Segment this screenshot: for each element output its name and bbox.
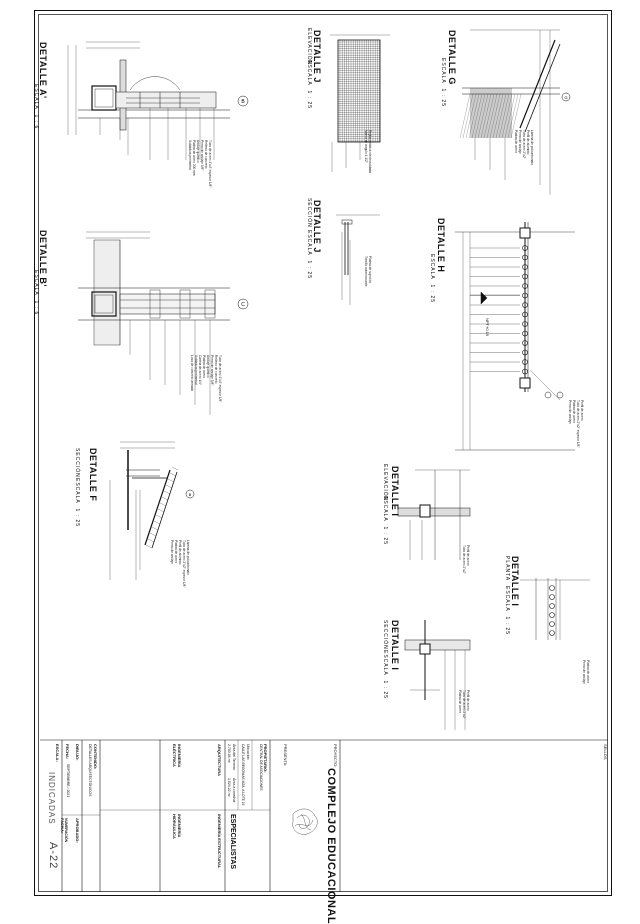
contenido-label: CONTENIDO: bbox=[93, 744, 98, 770]
note-g-0: Lámina de policarbonato bbox=[530, 130, 534, 165]
note-i-1: Tubo de acero 2"x2" bbox=[462, 545, 466, 574]
detail-f-marker-label: B bbox=[188, 492, 192, 497]
detail-j-notes bbox=[364, 130, 372, 173]
fecha-value: SEPTIEMBRE / 2021 bbox=[66, 764, 70, 798]
detail-i-section-scale: ESCALA 1 : 25 bbox=[382, 650, 388, 700]
detail-j-section-title: DETALLE J bbox=[312, 200, 322, 253]
note-a-2: Perno de anclaje 5/8" bbox=[200, 140, 204, 171]
note-j-0: Rejilla metálica electrosoldada bbox=[368, 130, 372, 174]
note-b-6: Soldadura perimetral bbox=[194, 355, 198, 385]
note-g-1: Perfil de aluminio bbox=[526, 130, 530, 155]
detail-b-notes bbox=[190, 355, 222, 402]
presenta-label: PRESENTA: bbox=[283, 744, 288, 767]
detail-j-section-view: SECCIÓN bbox=[306, 198, 312, 228]
detail-i-plan-notes bbox=[582, 660, 590, 684]
note-i-1: Tubo de acero 2"x2" bbox=[462, 690, 466, 719]
note-f-2: Perfil de aluminio bbox=[178, 540, 182, 565]
note-a-1: Relleno de concreto bbox=[204, 140, 208, 169]
level-label: NPT+0.15 bbox=[485, 318, 490, 337]
note-a-4: Platina de acero 300 mm bbox=[192, 140, 196, 176]
estructuras-label: INGENIERÍA ESTRUCTURAL bbox=[217, 814, 222, 869]
detail-b-marker-label: C bbox=[241, 302, 245, 308]
area-construida-value: 1,024.22 m² bbox=[227, 778, 231, 797]
note-f-0: Lámina de policarbonato bbox=[186, 540, 190, 575]
note-b-4: Platina de acero bbox=[202, 355, 206, 379]
title-block-grid bbox=[40, 740, 608, 892]
detail-i-section-notes bbox=[458, 690, 470, 719]
detail-i-plan-scale: ESCALA 1 : 25 bbox=[504, 586, 510, 636]
note-b-5: Cartela de acero 1/4" bbox=[198, 355, 202, 386]
detail-j-elevation-title: DETALLE J bbox=[312, 30, 322, 83]
note-g-2: Tubo de acero 2"x2" bbox=[522, 130, 526, 159]
electrica-label: INGENIERÍA ELÉCTRICA bbox=[172, 744, 182, 768]
detail-i-section-title: DETALLE I bbox=[390, 620, 400, 671]
note-i-1: Perno de anclaje bbox=[582, 660, 586, 684]
note-f-3: Platina de acero bbox=[174, 540, 178, 564]
sellos-label: SELLOS bbox=[603, 744, 608, 760]
note-i-0: Perfil de acero bbox=[466, 545, 470, 566]
ubicacion-value: CALLE LAS BEGONIAS MZA. A LOTE 15 bbox=[241, 744, 245, 806]
note-b-7: Losa de concreto armado bbox=[190, 355, 194, 392]
sheet-number: A-22 bbox=[47, 842, 59, 870]
note-b-2: Perno de anclaje 5/8" bbox=[210, 355, 214, 386]
area-construida-label: Área a construir bbox=[232, 778, 236, 803]
detail-j-section-drawing bbox=[336, 215, 380, 305]
detail-f-view: SECCIÓN bbox=[74, 448, 80, 478]
note-f-1: Tubo de acero 2"x2" espesor 1/8" bbox=[182, 540, 186, 588]
detail-g-marker-label: G bbox=[564, 95, 568, 100]
detail-a-scale: ESCALA 1 : 6 bbox=[33, 84, 39, 130]
detail-f-scale: ESCALA 1 : 25 bbox=[74, 478, 80, 528]
detail-j-elevation-drawing bbox=[330, 35, 390, 172]
note-j-1: Tornillo autorroscante bbox=[364, 256, 368, 287]
detail-i-plan-drawing bbox=[520, 578, 590, 640]
detail-g-title: DETALLE G bbox=[447, 30, 457, 85]
escala-value: INDICADAS bbox=[47, 772, 56, 825]
aprobado-label: APROBADO: bbox=[75, 818, 80, 843]
note-b-3: Anclaje químico bbox=[206, 355, 210, 378]
detail-b-title: DETALLE B' bbox=[38, 230, 48, 287]
detail-b-scale: ESCALA 1 : 6 bbox=[33, 270, 39, 316]
fecha-label: FECHA: bbox=[65, 744, 70, 760]
detail-i-elevation-scale: ESCALA 1 : 25 bbox=[382, 496, 388, 546]
propietario-value: CENTRAL DE ASOCIACIONES bbox=[259, 744, 263, 791]
note-b-0: Tubo de acero 4"x4" espesor 1/8" bbox=[218, 355, 222, 403]
detail-j-section-notes bbox=[364, 256, 372, 286]
detail-a-title: DETALLE A' bbox=[38, 42, 48, 99]
detail-i-notes bbox=[462, 545, 470, 574]
note-i-0: Perfil de acero bbox=[466, 690, 470, 711]
detail-i-elevation-drawing bbox=[398, 470, 470, 560]
area-terreno-value: 2,703.04 m² bbox=[227, 744, 231, 763]
area-terreno-label: Área del Terreno bbox=[232, 744, 236, 770]
detail-h-drawing bbox=[455, 222, 575, 450]
detail-h-title: DETALLE H bbox=[436, 218, 446, 273]
detail-j-section-scale: ESCALA 1 : 25 bbox=[306, 230, 312, 280]
note-b-1: Relleno de concreto bbox=[214, 355, 218, 384]
firm-logo-icon bbox=[293, 809, 318, 834]
dibujo-label: DIBUJO: bbox=[75, 744, 80, 761]
note-h-2: Platina de acero bbox=[572, 400, 576, 424]
detail-a-marker-label: B bbox=[241, 99, 245, 105]
contenido-value: DETALLES ARQUITECTÓNICOS bbox=[88, 744, 92, 797]
note-a-3: Anclaje químico bbox=[196, 140, 200, 163]
project-name: COMPLEJO EDUCACIONAL bbox=[325, 768, 337, 924]
detail-h-scale: ESCALA 1 : 25 bbox=[429, 254, 435, 304]
note-a-0: Tubo de acero 4"x4" espesor 1/8" bbox=[208, 140, 212, 188]
detail-j-elevation-scale: ESCALA 1 : 25 bbox=[306, 60, 312, 110]
detail-g-drawing bbox=[460, 30, 560, 195]
note-i-0: Platina de acero bbox=[586, 660, 590, 684]
detail-f-drawing bbox=[110, 442, 178, 580]
escala-label: ESCALA: bbox=[55, 744, 60, 762]
detail-g-notes bbox=[514, 130, 534, 165]
note-h-0: Perfil de acero bbox=[580, 400, 584, 421]
detail-g-scale: ESCALA 1 : 25 bbox=[440, 58, 446, 108]
note-j-1: Marco de ángulo 1 1/2" bbox=[364, 130, 368, 163]
lamina-label: NUMERACIÓN PÁGINA: bbox=[60, 818, 68, 843]
propietario-label: PROPIETARIO: bbox=[263, 744, 268, 773]
detail-i-section-view: SECCIÓN bbox=[382, 620, 388, 650]
note-i-2: Platina de acero bbox=[458, 690, 462, 714]
sanitaria-label: INGENIERÍA HIDRÁULICA bbox=[172, 814, 182, 839]
detail-i-plan-title: DETALLE I bbox=[510, 556, 520, 607]
note-g-3: Perno de anclaje bbox=[518, 130, 522, 154]
detail-f-title: DETALLE F bbox=[88, 448, 98, 502]
detail-h-notes bbox=[568, 400, 584, 447]
arquitectura-label: ARQUITECTURA bbox=[217, 744, 222, 776]
note-f-4: Perno de anclaje bbox=[170, 540, 174, 564]
note-g-4: Platina de acero bbox=[514, 130, 518, 154]
especialistas-label: ESPECIALISTAS bbox=[229, 814, 236, 870]
detail-a-notes bbox=[188, 140, 212, 187]
detail-j-elevation-view: ELEVACIÓN bbox=[306, 28, 312, 66]
detail-i-elevation-view: ELEVACIÓN bbox=[382, 464, 388, 502]
ubicacion-label: Ubicación: bbox=[246, 744, 250, 761]
detail-i-plan-view: PLANTA bbox=[504, 556, 510, 582]
detail-i-elevation-title: DETALLE I bbox=[390, 466, 400, 517]
proyecto-label: PROYECTO: bbox=[333, 744, 338, 768]
note-j-0: Platina de sujeción bbox=[368, 256, 372, 283]
note-h-3: Perno de anclaje bbox=[568, 400, 572, 424]
note-a-5: Soldadura perimetral bbox=[188, 140, 192, 170]
detail-f-notes bbox=[170, 540, 190, 587]
note-h-1: Tubo de acero 2"x2" espesor 1/8" bbox=[576, 400, 580, 448]
